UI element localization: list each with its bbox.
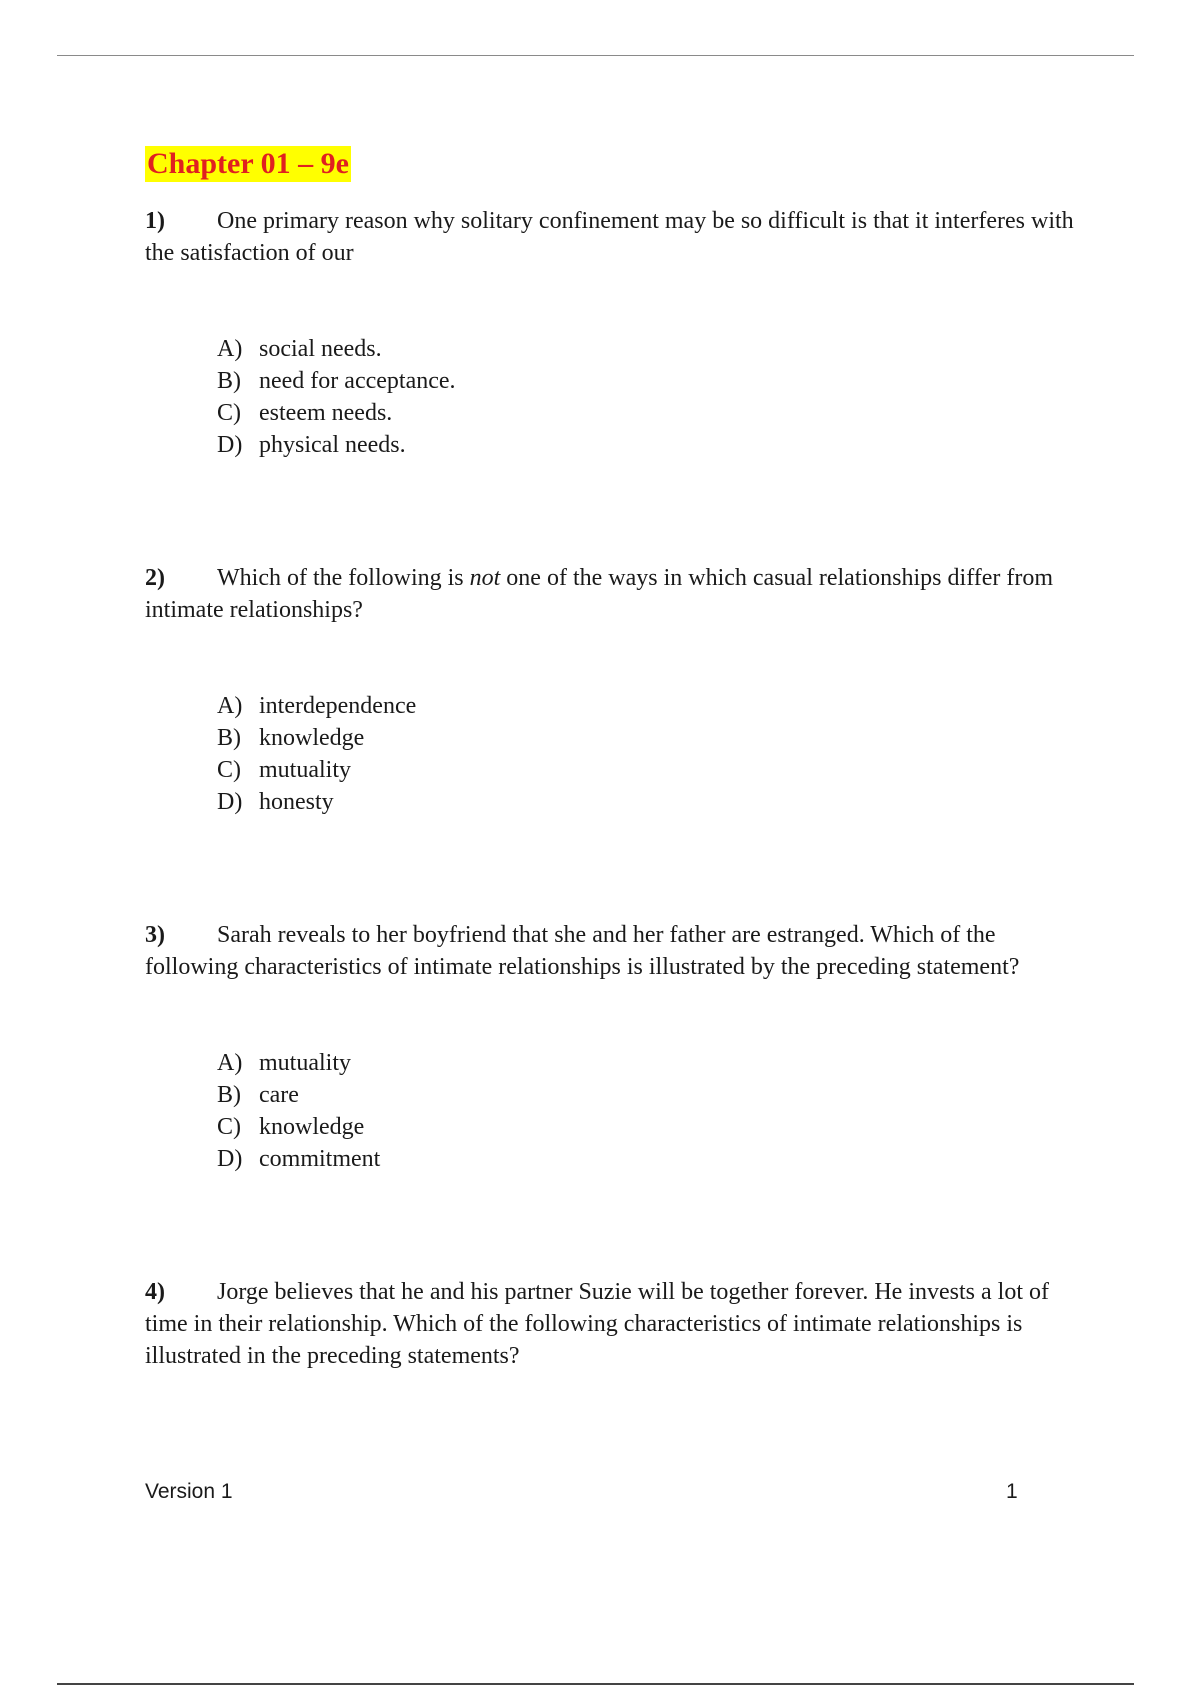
bottom-rule xyxy=(57,1683,1134,1685)
question-2 xyxy=(145,562,1085,818)
option-letter: D) xyxy=(217,789,243,815)
stem-text: One primary reason why solitary confinement may be so difficult is that it interferes with the satisfaction of our xyxy=(145,208,1074,266)
option-letter: C) xyxy=(217,400,241,426)
option-c xyxy=(217,754,1085,786)
option-a xyxy=(217,1047,1085,1079)
stem-text: Jorge believes that he and his partner Suzie will be together forever. He invests a lot of time in their relationship. Which of the following characteristics of intimate relationships is illustrated in the preceding statements? xyxy=(145,1279,1049,1369)
option-c xyxy=(217,397,1085,429)
option-letter: B) xyxy=(217,1082,241,1108)
option-text: care xyxy=(259,1082,299,1108)
option-d xyxy=(217,1143,1085,1175)
option-a xyxy=(217,690,1085,722)
option-letter: C) xyxy=(217,1114,241,1140)
option-letter: C) xyxy=(217,757,241,783)
chapter-title: Chapter 01 – 9e xyxy=(147,147,349,180)
footer-page-number: 1 xyxy=(1006,1480,1018,1503)
stem-text: Which of the following is xyxy=(217,565,470,591)
footer-version: Version 1 xyxy=(145,1480,233,1503)
option-text: knowledge xyxy=(259,725,365,751)
question-stem xyxy=(145,562,1085,626)
option-text: mutuality xyxy=(259,757,351,783)
option-letter: D) xyxy=(217,432,243,458)
answer-options xyxy=(217,333,1085,461)
option-d xyxy=(217,429,1085,461)
option-text: social needs. xyxy=(259,336,382,362)
option-b xyxy=(217,722,1085,754)
question-stem xyxy=(145,919,1085,983)
option-text: honesty xyxy=(259,789,334,815)
option-text: esteem needs. xyxy=(259,400,393,426)
question-4 xyxy=(145,1276,1085,1372)
option-text: physical needs. xyxy=(259,432,406,458)
option-b xyxy=(217,1079,1085,1111)
question-1 xyxy=(145,205,1085,461)
option-letter: B) xyxy=(217,368,241,394)
option-letter: B) xyxy=(217,725,241,751)
option-d xyxy=(217,786,1085,818)
option-a xyxy=(217,333,1085,365)
option-letter: A) xyxy=(217,1050,243,1076)
option-text: mutuality xyxy=(259,1050,351,1076)
question-stem xyxy=(145,205,1085,269)
option-text: commitment xyxy=(259,1146,381,1172)
question-3 xyxy=(145,919,1085,1175)
option-letter: A) xyxy=(217,336,243,362)
answer-options xyxy=(217,1047,1085,1175)
answer-options xyxy=(217,690,1085,818)
option-letter: D) xyxy=(217,1146,243,1172)
stem-emphasis: not xyxy=(469,565,501,591)
option-text: need for acceptance. xyxy=(259,368,456,394)
top-rule xyxy=(57,55,1134,56)
option-b xyxy=(217,365,1085,397)
option-c xyxy=(217,1111,1085,1143)
stem-text: one of the ways in which casual relationships differ from intimate relationships? xyxy=(145,565,1054,623)
option-text: knowledge xyxy=(259,1114,365,1140)
question-stem xyxy=(145,1276,1085,1372)
option-text: interdependence xyxy=(259,693,417,719)
question-number: 1) xyxy=(145,208,165,234)
stem-text: Sarah reveals to her boyfriend that she and her father are estranged. Which of the following characteristics of intimate relationships is illustrated by the preceding statement? xyxy=(145,922,1020,980)
option-letter: A) xyxy=(217,693,243,719)
question-number: 3) xyxy=(145,922,165,948)
question-number: 4) xyxy=(145,1279,165,1305)
question-number: 2) xyxy=(145,565,165,591)
